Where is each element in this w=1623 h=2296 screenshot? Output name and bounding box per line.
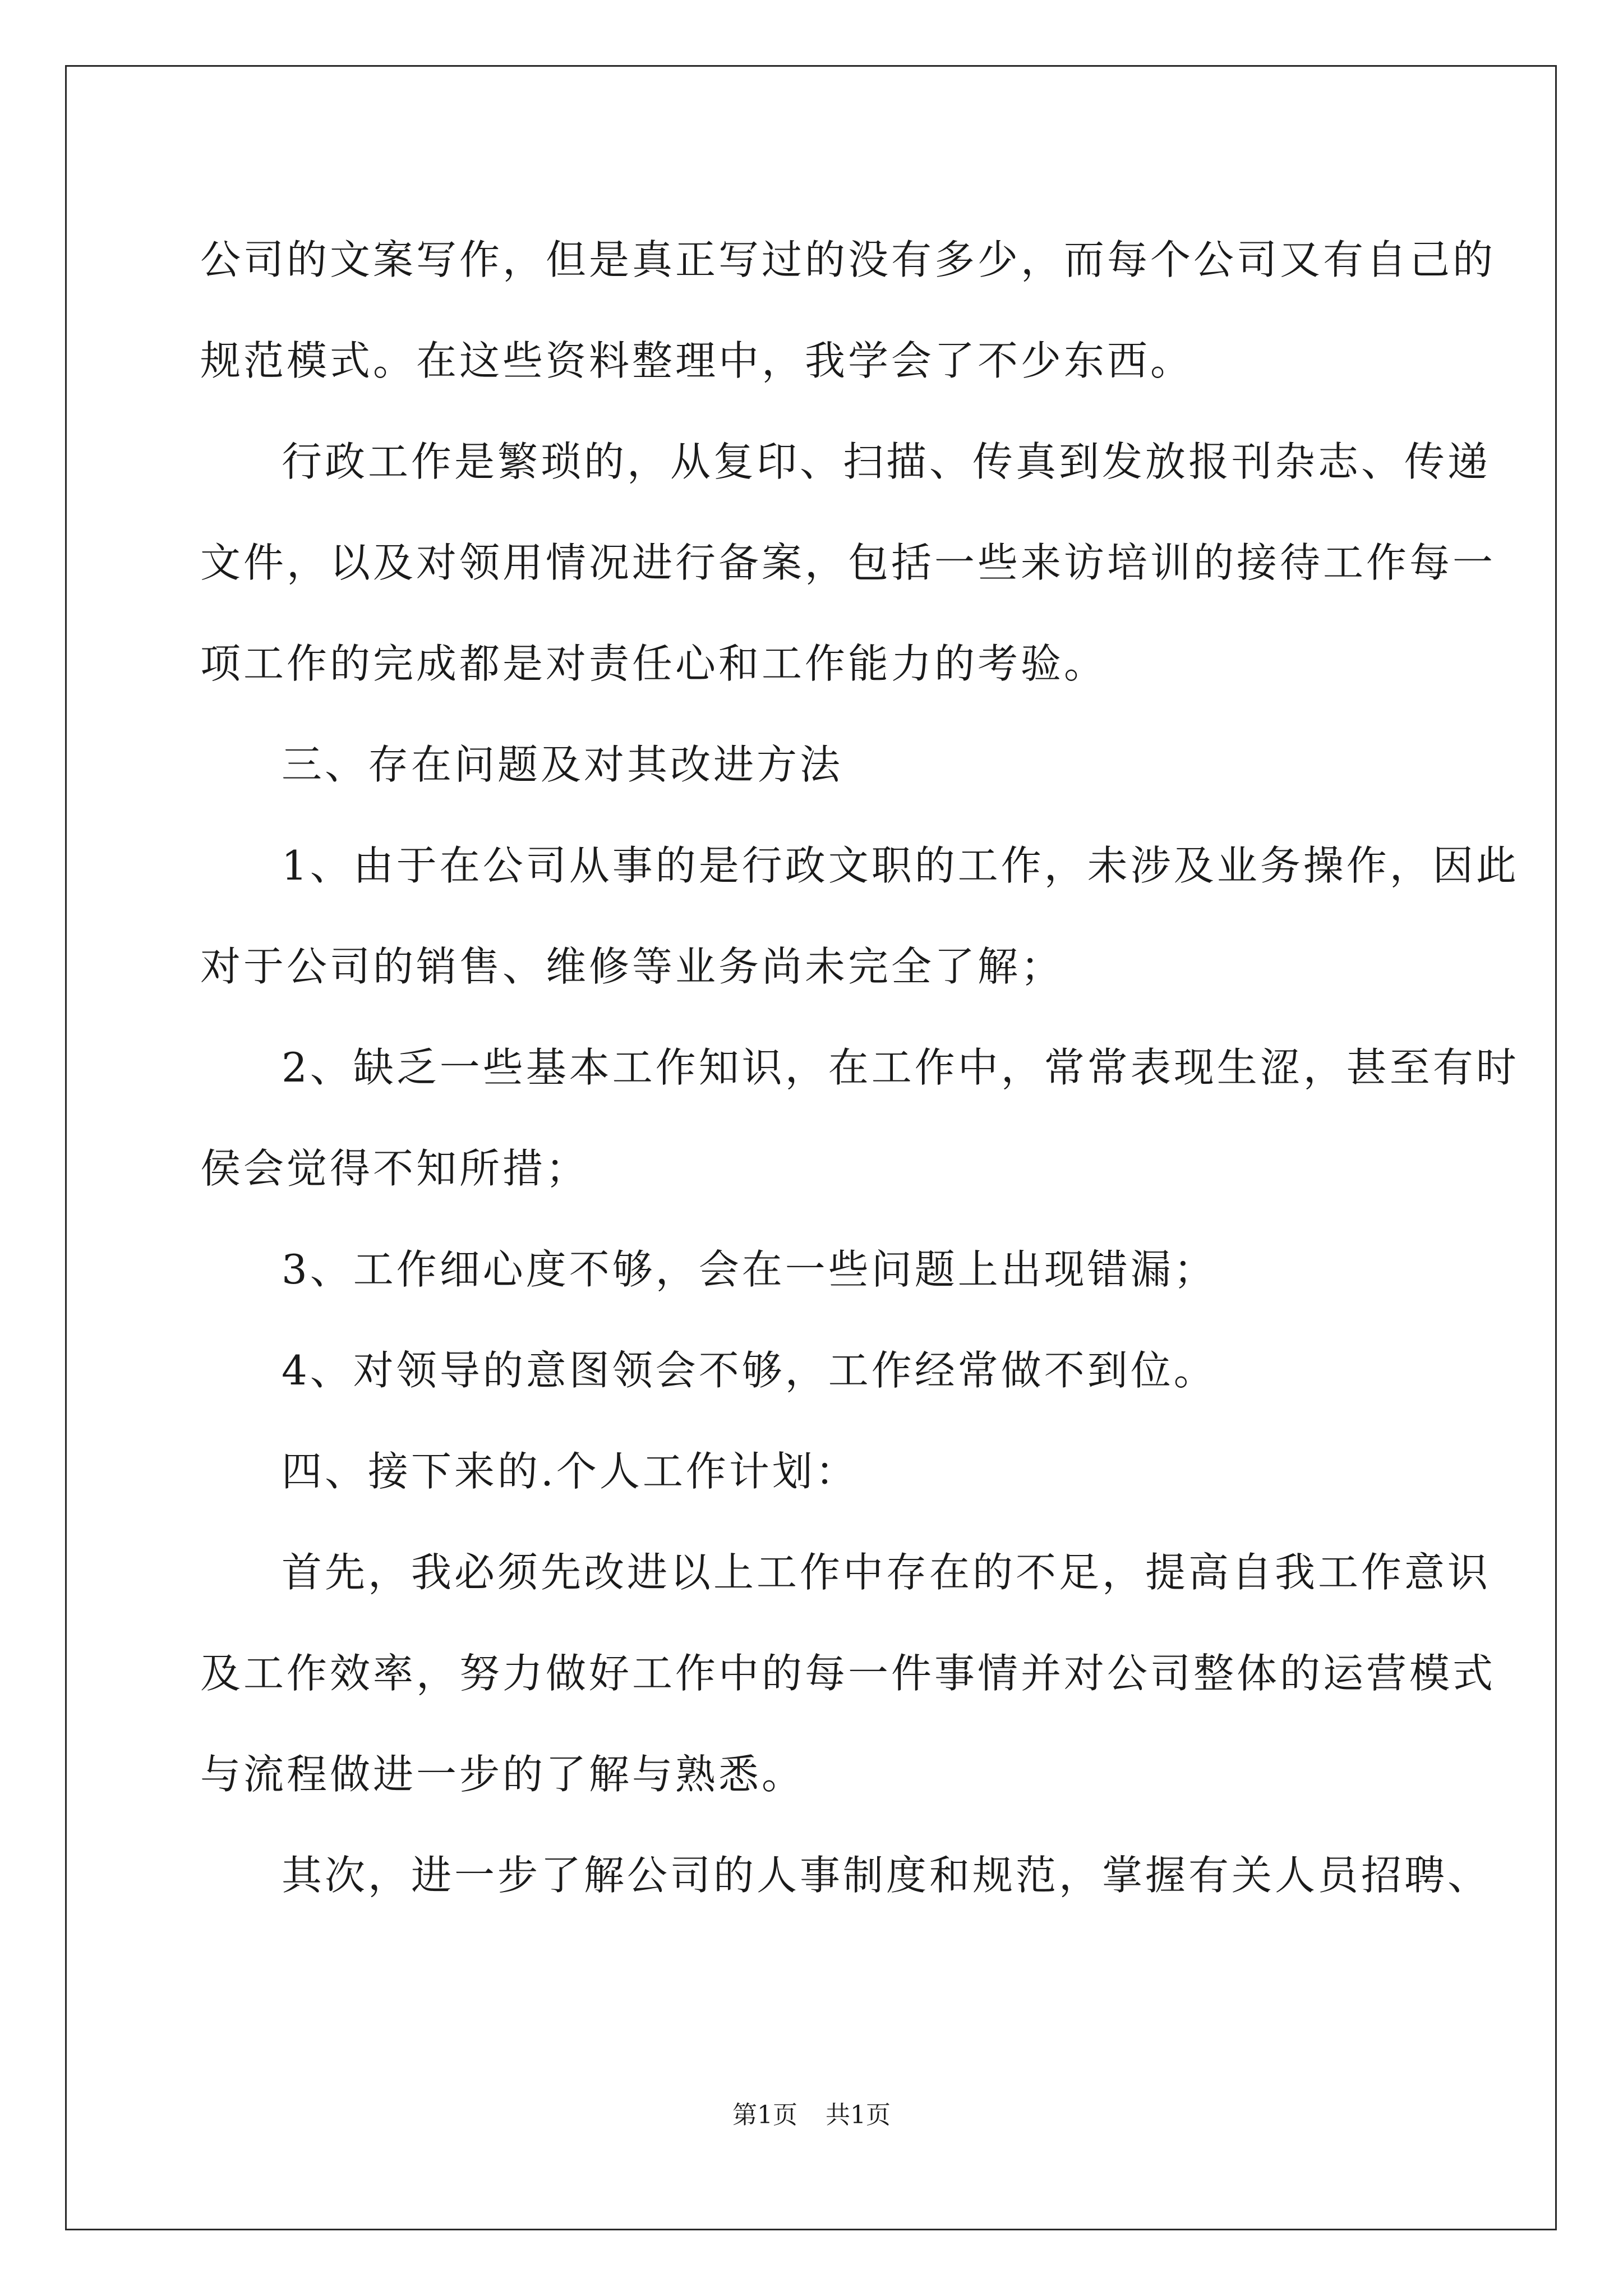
text-line: 公司的文案写作，但是真正写过的没有多少，而每个公司又有自己的 — [200, 236, 1496, 283]
text-line: 规范模式。在这些资料整理中，我学会了不少东西。 — [200, 337, 1194, 384]
page-number: 第1页 — [732, 2101, 797, 2129]
list-item: 4、对领导的意图领会不够，工作经常做不到位。 — [282, 1347, 1217, 1394]
list-item: 1、由于在公司从事的是行政文职的工作，未涉及业务操作，因此 — [282, 842, 1519, 889]
text-line: 与流程做进一步的了解与熟悉。 — [200, 1751, 805, 1798]
list-item: 2、缺乏一些基本工作知识，在工作中，常常表现生涩，甚至有时 — [282, 1044, 1519, 1091]
section-heading: 三、存在问题及对其改进方法 — [282, 741, 843, 788]
text-line: 及工作效率，努力做好工作中的每一件事情并对公司整体的运营模式 — [200, 1650, 1496, 1697]
text-line: 对于公司的销售、维修等业务尚未完全了解； — [200, 943, 1064, 990]
paragraph-start: 行政工作是繁琐的，从复印、扫描、传真到发放报刊杂志、传递 — [282, 438, 1491, 485]
document-body — [200, 209, 1519, 1926]
paragraph-start: 首先，我必须先改进以上工作中存在的不足，提高自我工作意识 — [282, 1549, 1491, 1596]
text-line: 文件，以及对领用情况进行备案，包括一些来访培训的接待工作每一 — [200, 539, 1496, 586]
list-item: 3、工作细心度不够，会在一些问题上出现错漏； — [282, 1246, 1217, 1293]
text-line: 侯会觉得不知所措； — [200, 1145, 589, 1192]
section-heading: 四、接下来的.个人工作计划： — [282, 1448, 859, 1495]
page-total: 共1页 — [826, 2101, 891, 2129]
page-footer — [0, 2095, 1623, 2131]
text-line: 项工作的完成都是对责任心和工作能力的考验。 — [200, 640, 1108, 687]
paragraph-start: 其次，进一步了解公司的人事制度和规范，掌握有关人员招聘、 — [282, 1852, 1491, 1899]
